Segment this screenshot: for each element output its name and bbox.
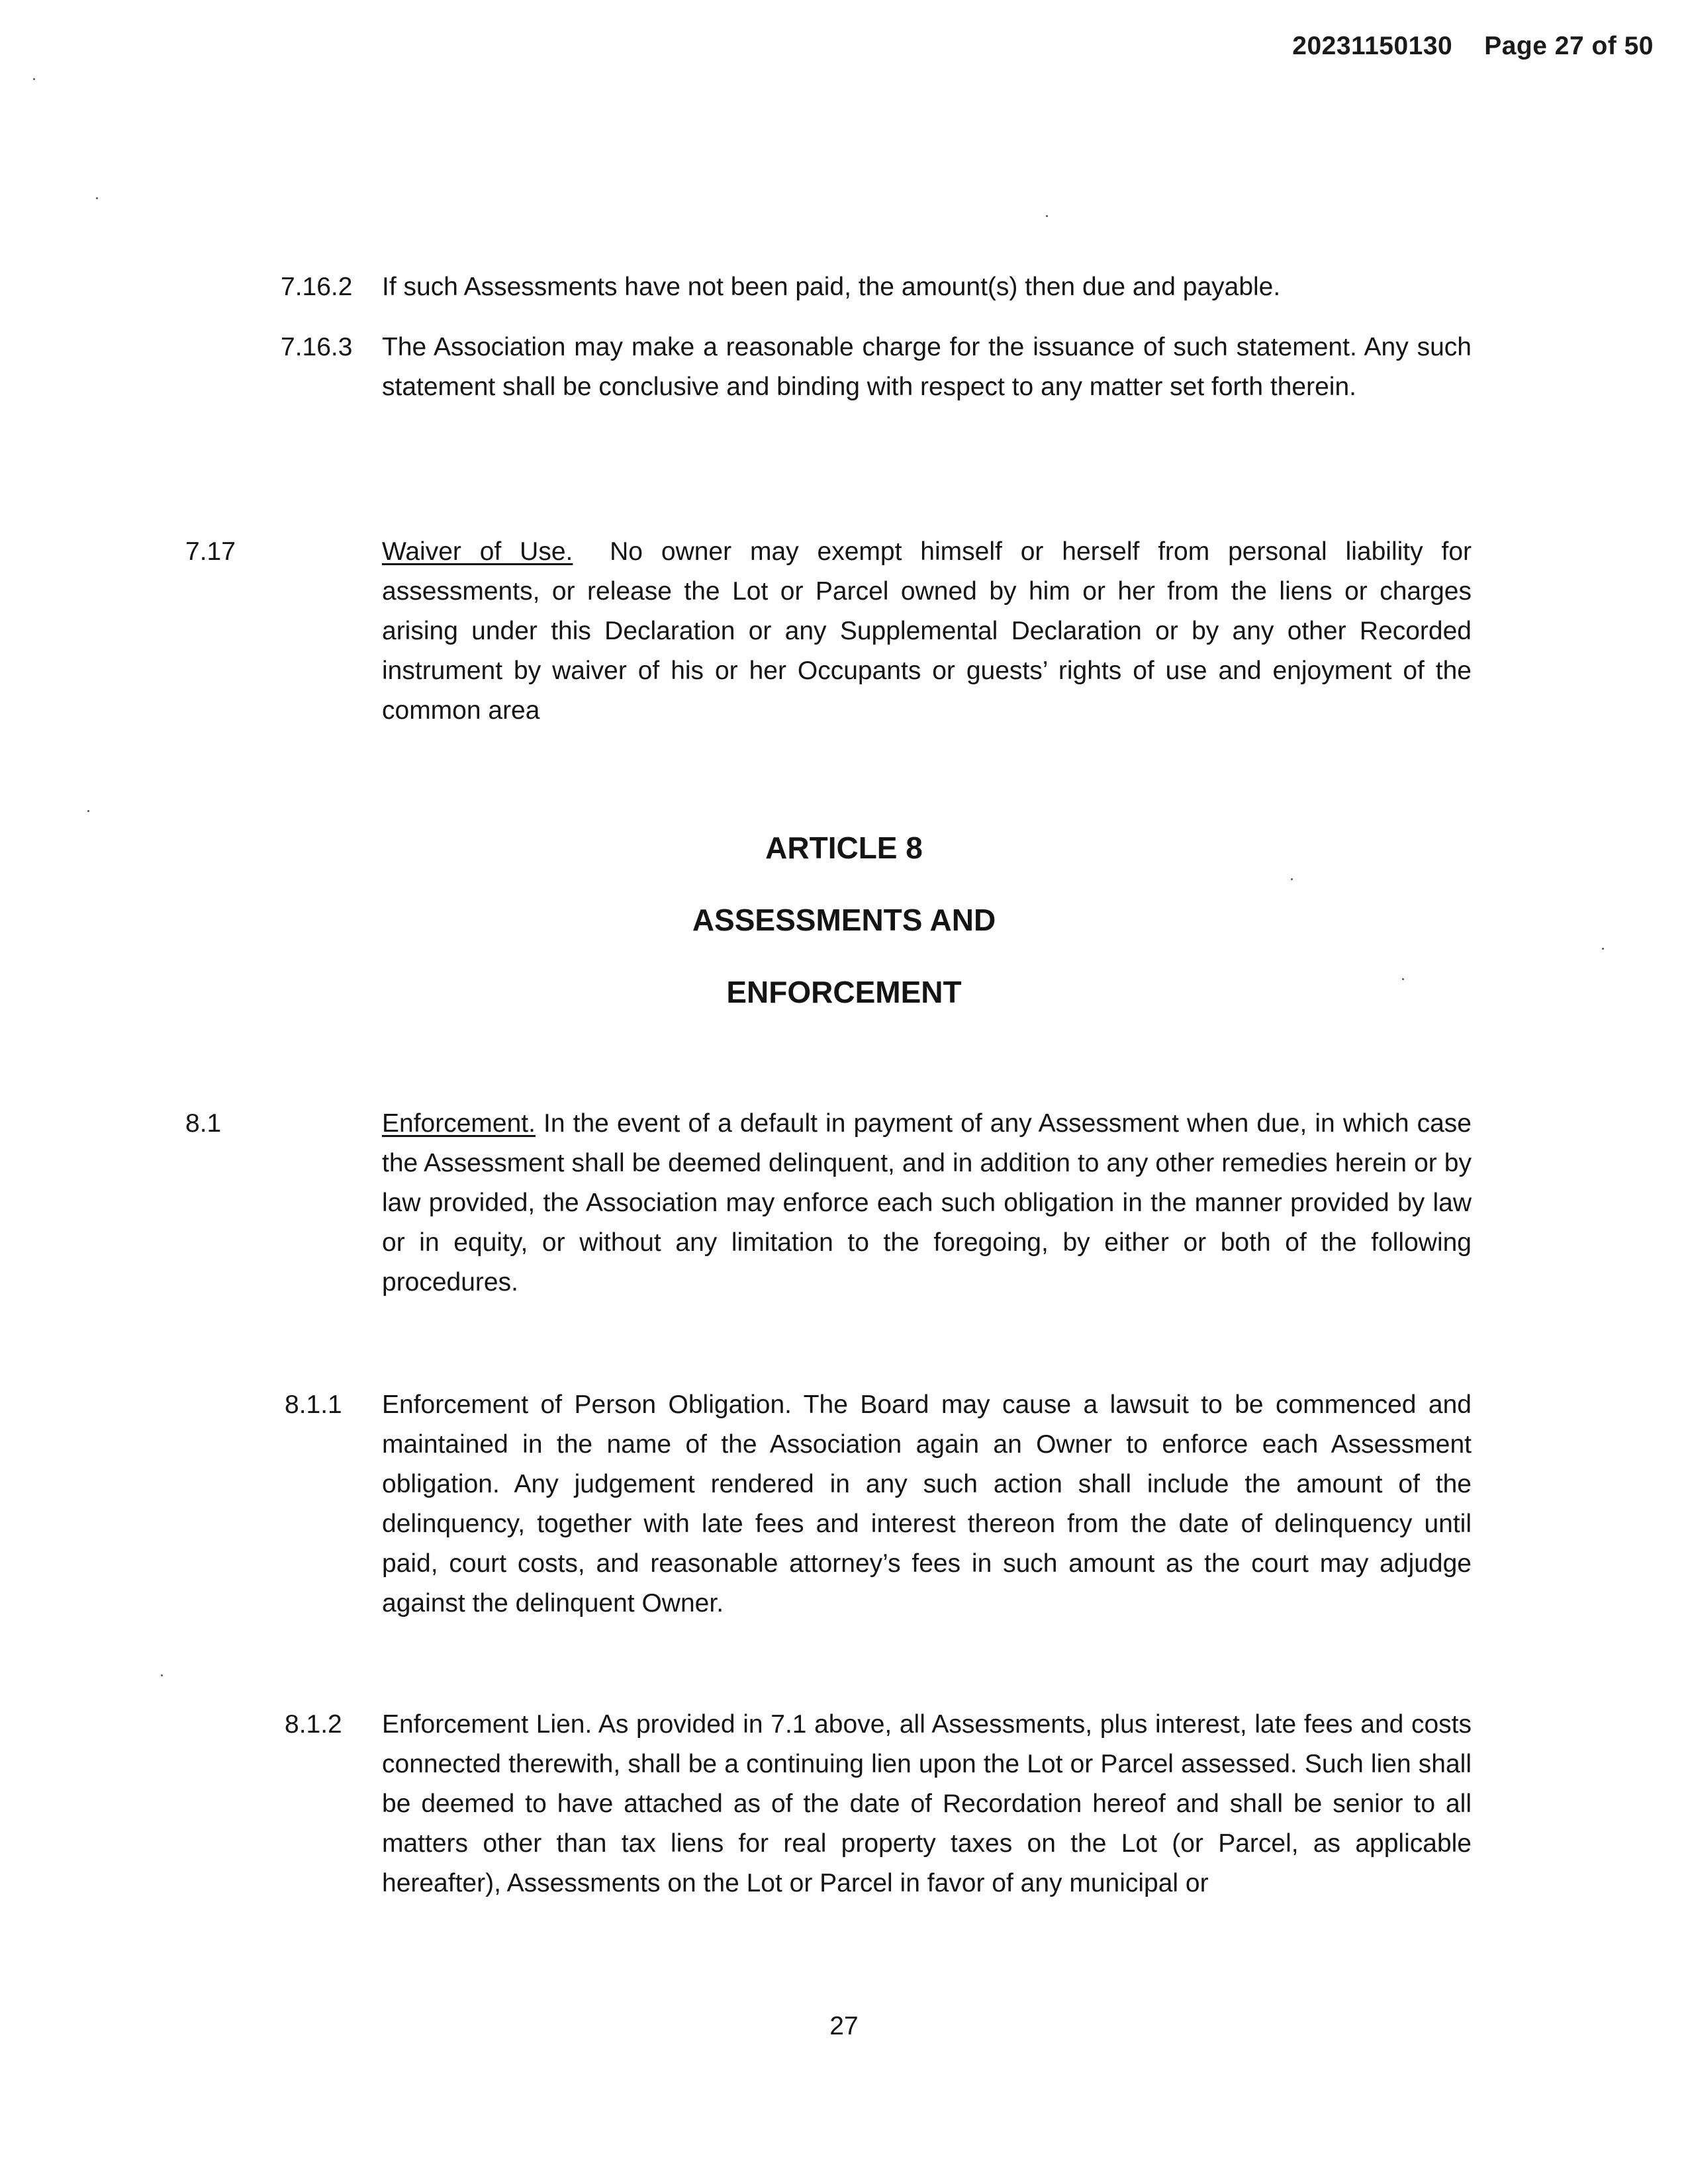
section-heading-8-1: Enforcement. — [382, 1109, 536, 1138]
scan-speck — [87, 810, 89, 812]
article-number: ARTICLE 8 — [765, 831, 923, 865]
section-number-7-16-2: 7.16.2 — [281, 273, 353, 301]
document-id: 20231150130 — [1292, 32, 1453, 60]
page-number: 27 — [829, 2012, 859, 2040]
scan-speck — [1602, 948, 1604, 950]
section-number-7-17: 7.17 — [185, 537, 236, 566]
scan-speck — [1046, 215, 1048, 217]
section-text-7-17: No owner may exempt himself or herself from personal liability for assessments, or release the Lot or Parcel owned by him or her from the liens or charges arising under this Declaration or any Supplemental Declaration or by any other Recorded instrument by waiver of his or her Occupants or guests’ rights of use and enjoyment of the common area — [382, 537, 1472, 725]
section-heading-7-17: Waiver of Use. — [382, 537, 573, 566]
scan-speck — [161, 1674, 163, 1676]
article-title-line2: ENFORCEMENT — [726, 975, 962, 1009]
section-number-7-16-3: 7.16.3 — [281, 333, 353, 361]
section-paragraph-8-1 — [382, 1104, 1472, 1302]
section-number-8-1-1: 8.1.1 — [285, 1390, 342, 1419]
scan-speck — [33, 78, 35, 80]
section-number-8-1-2: 8.1.2 — [285, 1710, 342, 1739]
scan-speck — [96, 197, 98, 199]
section-text-8-1-2: Enforcement Lien. As provided in 7.1 above, all Assessments, plus interest, late fees and costs connected therewith, shall be a continuing lien upon the Lot or Parcel assessed. Such lien shall be deemed to have attached as of the date of Recordation hereof and shall be senior to all matters other than tax liens for real property taxes on the Lot (or Parcel, as applicable hereafter), Assessments on the Lot or Parcel in favor of any municipal or — [382, 1710, 1472, 1897]
page-label: Page 27 of 50 — [1484, 32, 1654, 60]
section-number-8-1: 8.1 — [185, 1109, 222, 1138]
scan-speck — [1402, 978, 1404, 980]
section-text-7-16-3: The Association may make a reasonable charge for the issuance of such statement. Any such statement shall be conclusive and binding with respect to any matter set forth therein. — [382, 333, 1472, 401]
section-text-7-16-2: If such Assessments have not been paid, the amount(s) then due and payable. — [382, 273, 1281, 301]
recording-header — [1292, 32, 1654, 61]
scan-speck — [1291, 878, 1293, 880]
article-title-line1: ASSESSMENTS AND — [692, 903, 996, 937]
section-paragraph-7-17 — [382, 532, 1472, 731]
section-text-8-1-1: Enforcement of Person Obligation. The Board may cause a lawsuit to be commenced and maintained in the name of the Association again an Owner to enforce each Assessment obligation. Any judgement rendered in any such action shall include the amount of the delinquency, together with late fees and interest thereon from the date of delinquency until paid, court costs, and reasonable attorney’s fees in such amount as the court may adjudge against the delinquent Owner. — [382, 1390, 1472, 1617]
section-text-8-1: In the event of a default in payment of any Assessment when due, in which case the Assessment shall be deemed delinquent, and in addition to any other remedies herein or by law provided, the Association may enforce each such obligation in the manner provided by law or in equity, or without any limitation to the foregoing, by either or both of the following procedures. — [382, 1109, 1472, 1297]
